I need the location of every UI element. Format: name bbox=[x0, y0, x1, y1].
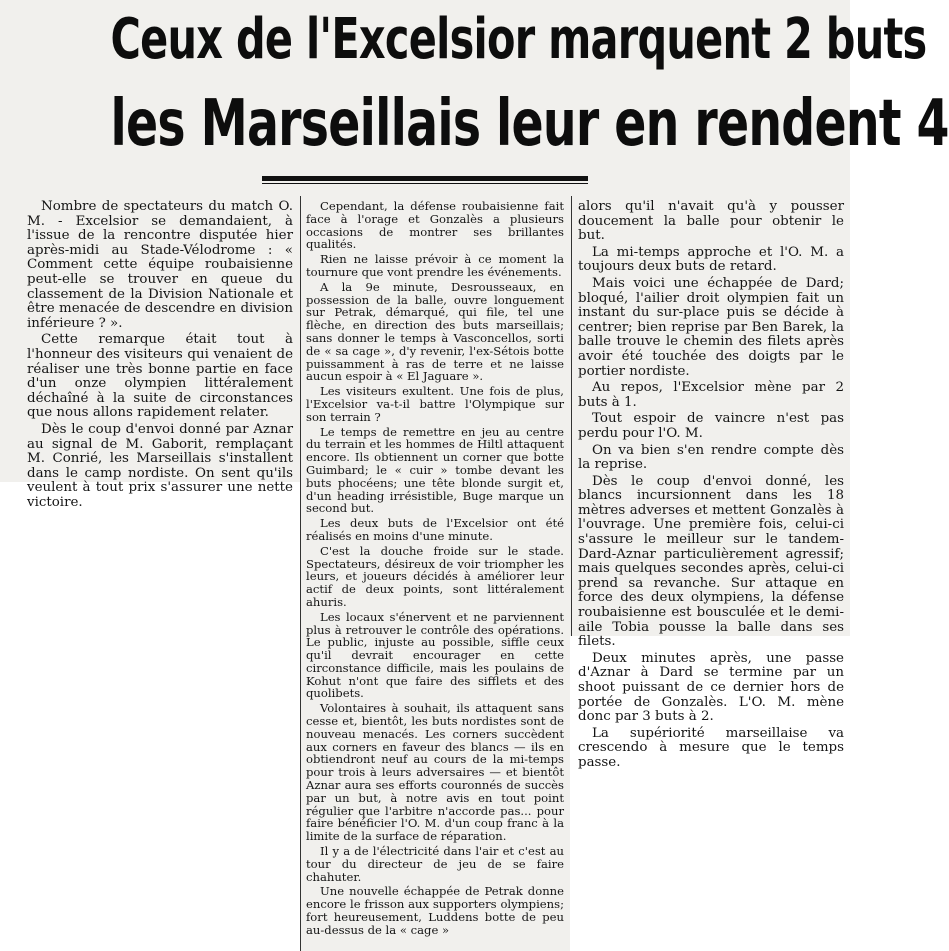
paragraph: Au repos, l'Excelsior mène par 2 buts à 1. bbox=[578, 380, 844, 410]
paragraph: Les locaux s'énervent et ne parviennent plus à retrouver le contrôle des opérations. Le public, injuste au possible, siffle ceux qu'il devrait encourager en cette circonstance difficile, mais les poulains de Kohut n'ont que faire des sifflets et des quolibets. bbox=[306, 609, 564, 701]
column-separator bbox=[300, 196, 301, 951]
paragraph: Les visiteurs exultent. Une fois de plus, l'Excelsior va-t-il battre l'Olympique sur son terrain ? bbox=[306, 384, 564, 424]
paragraph: Nombre de spectateurs du match O. M. - Excelsior se demandaient, à l'issue de la rencontre disputée hier après-midi au Stade-Vélodrome : « Comment cette équipe roubaisienne peut-elle se trouver en queue du classement de la Division Nationale et être menacée de descendre en division inférieure ? ». bbox=[27, 199, 293, 331]
article-column-2 bbox=[306, 200, 564, 937]
paragraph: A la 9e minute, Desrousseaux, en possession de la balle, ouvre longuement sur Petrak, démarqué, qui file, tel une flèche, en direction des buts marseillais; sans donner le temps à Vasconcellos, sorti de « sa cage », d'y revenir, l'ex-Sétois botte puissamment à ras de terre et ne laisse aucun espoir à « El Jaguare ». bbox=[306, 279, 564, 384]
paragraph: Cependant, la défense roubaisienne fait face à l'orage et Gonzalès a plusieurs occasions de montrer ses brillantes qualités. bbox=[306, 199, 564, 252]
paragraph: Volontaires à souhait, ils attaquent sans cesse et, bientôt, les buts nordistes sont de nouveau menacés. Les corners succèdent aux corners en faveur des blancs — ils en obtiendront neuf au cours de la mi-temps pour trois à leurs adversaires — et bientôt Aznar aura ses efforts couronnés de succès par un but, à notre avis en tout point régulier que l'arbitre n'accorde pas... pour faire bénéficier l'O. M. d'un coup franc à la limite de la surface de réparation. bbox=[306, 701, 564, 844]
paragraph: C'est la douche froide sur le stade. Spectateurs, désireux de voir triompher les leurs, et joueurs décidés à améliorer leur actif de deux points, sont littéralement ahuris. bbox=[306, 543, 564, 609]
paragraph: La supériorité marseillaise va crescendo à mesure que le temps passe. bbox=[578, 725, 844, 770]
column-separator bbox=[571, 196, 572, 636]
paragraph: Mais voici une échappée de Dard; bloqué, l'ailier droit olympien fait un instant du sur-place puis se décide à centrer; bien reprise par Ben Barek, la balle trouve le chemin des filets après avoir été touchée des doigts par le portier nordiste. bbox=[578, 275, 844, 379]
paragraph: alors qu'il n'avait qu'à y pousser doucement la balle pour obtenir le but. bbox=[578, 199, 844, 244]
paragraph: On va bien s'en rendre compte dès la reprise. bbox=[578, 442, 844, 473]
headline-rule bbox=[262, 176, 588, 181]
paragraph: Dès le coup d'envoi donné, les blancs incursionnent dans les 18 mètres adverses et mettent Gonzalès à l'ouvrage. Une première fois, celui-ci s'assure le meilleur sur le tandem-Dard-Aznar particulièrement agressif; mais quelques secondes après, celui-ci prend sa revanche. Sur attaque en force des deux olympiens, la défense roubaisienne est bousculée et le demi-aile Tobia pousse la balle dans ses filets. bbox=[578, 473, 844, 650]
paragraph: Une nouvelle échappée de Petrak donne encore le frisson aux supporters olympiens; fort heureusement, Luddens botte de peu au-dessus de la « cage » bbox=[306, 884, 564, 937]
article-column-1 bbox=[27, 200, 293, 510]
headline-line-2: les Marseillais leur en rendent 4 bbox=[110, 87, 949, 161]
article-column-3 bbox=[578, 200, 844, 771]
paragraph: Deux minutes après, une passe d'Aznar à Dard se termine par un shoot puissant de ce dernier hors de portée de Gonzalès. L'O. M. mène donc par 3 buts à 2. bbox=[578, 650, 844, 725]
paragraph: Il y a de l'électricité dans l'air et c'est au tour du directeur de jeu de se faire chahuter. bbox=[306, 844, 564, 884]
headline-line-1: Ceux de l'Excelsior marquent 2 buts bbox=[110, 7, 927, 72]
paragraph: Tout espoir de vaincre n'est pas perdu pour l'O. M. bbox=[578, 411, 844, 441]
paragraph: Rien ne laisse prévoir à ce moment la tournure que vont prendre les événements. bbox=[306, 252, 564, 279]
paragraph: Les deux buts de l'Excelsior ont été réalisés en moins d'une minute. bbox=[306, 516, 564, 543]
paragraph: Le temps de remettre en jeu au centre du terrain et les hommes de Hiltl attaquent encore. Ils obtiennent un corner que botte Guimbard; le « cuir » tombe devant les buts phocéens; une tête blonde surgit et, d'un heading irrésistible, Buge marque un second but. bbox=[306, 424, 564, 516]
paragraph: La mi-temps approche et l'O. M. a toujours deux buts de retard. bbox=[578, 244, 844, 275]
paragraph: Dès le coup d'envoi donné par Aznar au signal de M. Gaborit, remplaçant M. Conrié, les Marseillais s'installent dans le camp nordiste. On sent qu'ils veulent à tout prix s'assurer une nette victoire. bbox=[27, 421, 293, 510]
paragraph: Cette remarque était tout à l'honneur des visiteurs qui venaient de réaliser une très bonne partie en face d'un onze olympien littéralement déchaîné à la suite de circonstances que nous allons rapidement relater. bbox=[27, 332, 293, 421]
headline-rule-thin bbox=[262, 183, 588, 184]
